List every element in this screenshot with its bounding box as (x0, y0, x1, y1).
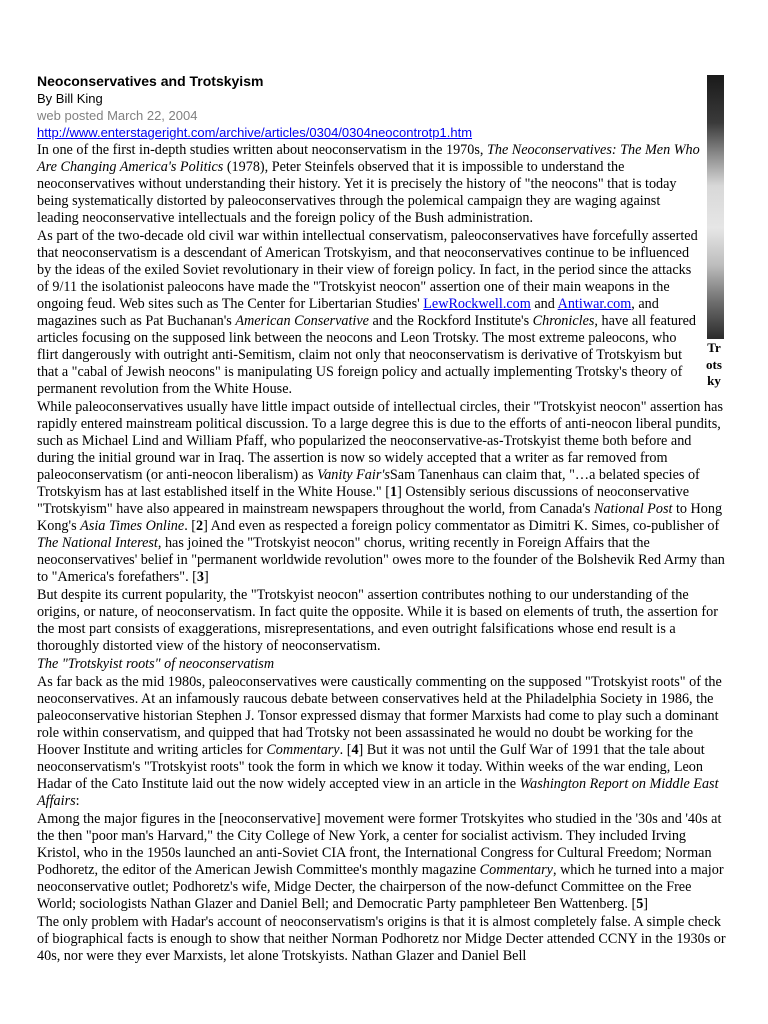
paragraph-1: In one of the first in-depth studies written about neoconservatism in the 1970s, The Neoconservatives: The Men Who Are Changing America's Politics (1978), Peter Steinfels observed that it is impossible to understand the neoconservatives without understanding their history. Yet it is precisely the history of "the neocons" that is today being systematically distorted by paleoconservatives through the polemical campaign they are waging against leading neoconservative intellectuals and the foreign policy of the Bush administration. (37, 142, 700, 226)
block-quote: Among the major figures in the [neoconservative] movement were former Trotskyites who studied in the '30s and '40s at the then "poor man's Harvard," the City College of New York, a center for socialist activism. They included Irving Kristol, who in the 1950s launched an anti-Soviet CIA front, the International Congress for Cultural Freedom; Norman Podhoretz, the editor of the American Jewish Committee's monthly magazine Commentary, which he turned into a major neoconservative outlet; Podhoretz's wife, Midge Decter, the chairperson of the now-defunct Committee on the Free World; sociologists Nathan Glazer and Daniel Bell; and Democratic Party pamphleteer Ben Wattenberg. [5] (37, 811, 724, 912)
source-url (37, 124, 731, 141)
section-subhead: The "Trotskyist roots" of neoconservatism (37, 656, 275, 672)
lewrockwell-link[interactable]: LewRockwell.com (423, 296, 531, 312)
article-title: Neoconservatives and Trotskyism (37, 73, 264, 89)
source-url-link[interactable]: http://www.enterstageright.com/archive/articles/0304/0304neocontrotp1.htm (37, 125, 473, 140)
footnote-ref[interactable]: 5 (636, 896, 644, 912)
paragraph-3: While paleoconservatives usually have little impact outside of intellectual circles, their "Trotskyist neocon" assertion has rapidly entered mainstream political discussion. To a large degree this is due to the efforts of anti-neocon liberal pundits, such as Michael Lind and William Pfaff, who popularized the neoconservative-as-Trotskyist theme both before and during the initial ground war in Iraq. The assertion is now so widely accepted that a writer as far removed from paleoconservatism (or anti-neocon liberalism) as Vanity Fair'sSam Tanenhaus can claim that, "…a belated species of Trotskyism has at last established itself in the White House." [1] Ostensibly serious discussions of neoconservative "Trotskyism" have also appeared in mainstream newspapers throughout the world, from Canada's National Post to Hong Kong's Asia Times Online. [2] And even as respected a foreign policy commentator as Dimitri K. Simes, co-publisher of The National Interest, has joined the "Trotskyist neocon" chorus, writing recently in Foreign Affairs that the neoconservatives' belief in "permanent worldwide revolution" owes more to the founder of the Bolshevik Red Army than to "America's forefathers". [3] (37, 399, 725, 585)
footnote-ref[interactable]: 1 (389, 484, 398, 500)
antiwar-link[interactable]: Antiwar.com (557, 296, 632, 312)
photo-caption: Trotsky (706, 340, 722, 388)
footnote-ref[interactable]: 3 (196, 569, 204, 585)
footnote-ref[interactable]: 4 (351, 742, 359, 758)
paragraph-4: But despite its current popularity, the "Trotskyist neocon" assertion contributes nothing to our understanding of the origins, or nature, of neoconservatism. In fact quite the opposite. While it is based on elements of truth, the assertion for the most part consists of exaggerations, misrepresentations, and even outright falsifications whose end result is a thoroughly distorted view of the history of neoconservatism. (37, 587, 718, 654)
paragraph-5: As far back as the mid 1980s, paleoconservatives were caustically commenting on the supposed "Trotskyist roots" of the neoconservatives. At an infamously raucous debate between conservatives held at the Philadelphia Society in 1986, the paleoconservative historian Stephen J. Tonsor expressed dismay that former Marxists had come to play such a dominant role within conservatism, and quipped that had Trotsky not been assassinated he would no doubt be working for the Hoover Institute and writing articles for Commentary. [4] But it was not until the Gulf War of 1991 that the tale about neoconservatism's "Trotskyist roots" took the form in which we know it today. Within weeks of the war ending, Leon Hadar of the Cato Institute laid out the now widely accepted view in an article in the Washington Report on Middle East Affairs: (37, 674, 722, 809)
footnote-ref[interactable]: 2 (196, 518, 204, 534)
posted-date: web posted March 22, 2004 (37, 108, 198, 123)
paragraph-2: As part of the two-decade old civil war within intellectual conservatism, paleoconservatives have forcefully asserted that neoconservatism is a descendant of American Trotskyism, and that neoconservatives continue to be influenced by the ideas of the exiled Soviet revolutionary in their view of foreign policy. In fact, in the period since the attacks of 9/11 the isolationist paleocons have made the "Trotskyist neocon" assertion one of their main weapons in the ongoing feud. Web sites such as The Center for Libertarian Studies' LewRockwell.com and Antiwar.com, and magazines such as Pat Buchanan's American Conservative and the Rockford Institute's Chronicles, have all featured articles focusing on the supposed link between the neocons and Leon Trotsky. The most extreme paleocons, who flirt dangerously with outright anti-Semitism, claim not only that neoconservatism is derivative of Trotskyism but that a "cabal of Jewish neocons" is manipulating US foreign policy and actually implementing Trotsky's theory of permanent revolution from the White House. (37, 228, 698, 397)
byline: By Bill King (37, 91, 103, 106)
article (37, 72, 731, 966)
paragraph-7: The only problem with Hadar's account of neoconservatism's origins is that it is almost completely false. A simple check of biographical facts is enough to show that neither Norman Podhoretz nor Midge Decter attended CCNY in the 1930s or 40s, nor were they ever Marxists, let alone Trotskyists. Nathan Glazer and Daniel Bell (37, 914, 726, 964)
